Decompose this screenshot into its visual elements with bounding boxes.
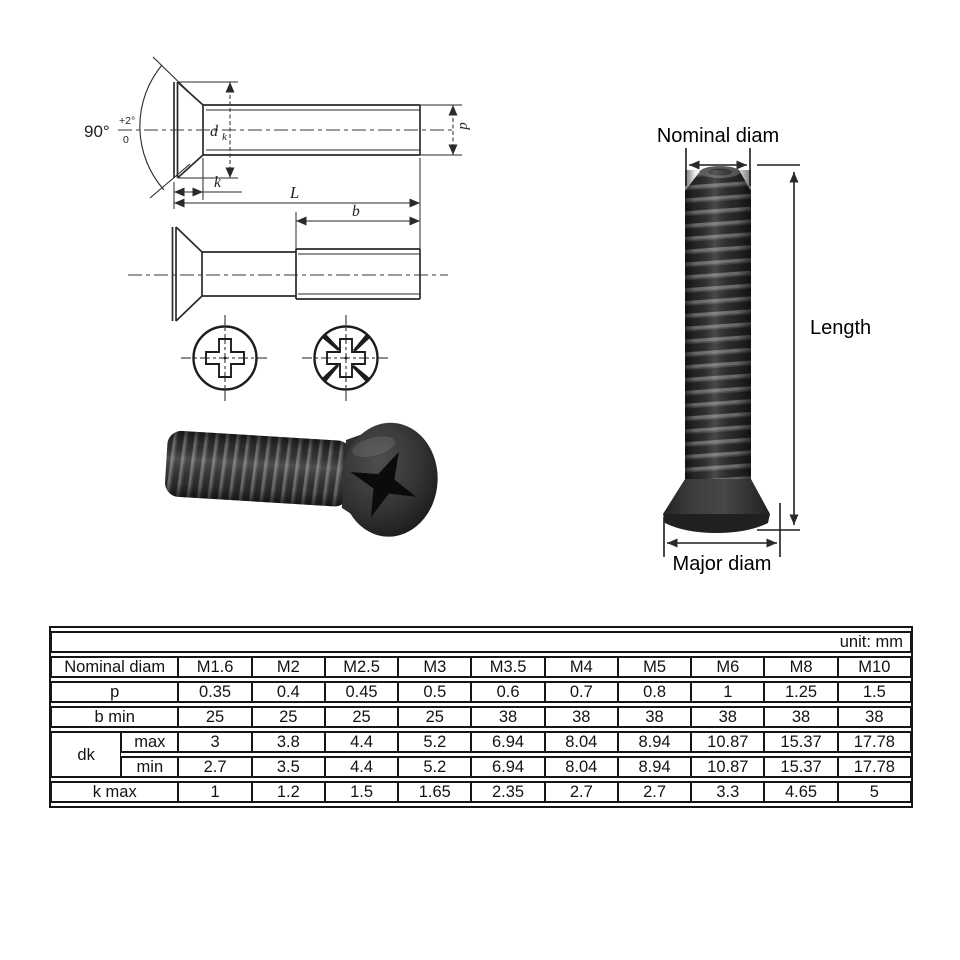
cell: 1 bbox=[178, 781, 251, 803]
cell: 0.6 bbox=[471, 681, 544, 703]
cell: 38 bbox=[471, 706, 544, 728]
cell: 1.5 bbox=[325, 781, 398, 803]
screw-countersunk-head bbox=[663, 479, 770, 514]
row-label: k max bbox=[51, 781, 178, 803]
size-header: M2.5 bbox=[325, 656, 398, 678]
size-header: M10 bbox=[838, 656, 911, 678]
cell: 3 bbox=[178, 731, 251, 753]
row-label-dk: dk bbox=[51, 731, 121, 778]
length-label: Length bbox=[810, 317, 872, 339]
row-label: p bbox=[51, 681, 178, 703]
cell: 38 bbox=[545, 706, 618, 728]
cell: 1.2 bbox=[252, 781, 325, 803]
size-header-row bbox=[51, 656, 911, 678]
cell: 2.7 bbox=[178, 756, 251, 778]
angle-label: 90° +2° 0 bbox=[84, 115, 136, 146]
cell: 15.37 bbox=[764, 731, 837, 753]
cell: 8.04 bbox=[545, 731, 618, 753]
unit-note: unit: mm bbox=[51, 631, 911, 653]
b-label: b bbox=[352, 203, 360, 220]
cell: 38 bbox=[618, 706, 691, 728]
cell: 3.3 bbox=[691, 781, 764, 803]
major-diam-label: Major diam bbox=[672, 553, 772, 575]
cell: 10.87 bbox=[691, 756, 764, 778]
size-header: M3 bbox=[398, 656, 471, 678]
cell: 5.2 bbox=[398, 731, 471, 753]
size-header: M3.5 bbox=[471, 656, 544, 678]
cell: 8.94 bbox=[618, 731, 691, 753]
row-dk-max bbox=[51, 731, 911, 753]
angle-dimension bbox=[140, 57, 190, 198]
cell: 0.45 bbox=[325, 681, 398, 703]
cell: 1.65 bbox=[398, 781, 471, 803]
cell: 6.94 bbox=[471, 756, 544, 778]
size-header: M4 bbox=[545, 656, 618, 678]
L-label: L bbox=[290, 183, 300, 202]
cell: 1 bbox=[691, 681, 764, 703]
cell: 38 bbox=[838, 706, 911, 728]
size-header: M1.6 bbox=[178, 656, 251, 678]
cell: 25 bbox=[178, 706, 251, 728]
sub-label: max bbox=[121, 731, 178, 753]
cell: 2.7 bbox=[545, 781, 618, 803]
cell: 5.2 bbox=[398, 756, 471, 778]
row-pitch bbox=[51, 681, 911, 703]
cell: 4.65 bbox=[764, 781, 837, 803]
cell: 15.37 bbox=[764, 756, 837, 778]
row-dk-min bbox=[51, 756, 911, 778]
row-label: b min bbox=[51, 706, 178, 728]
row-b-min bbox=[51, 706, 911, 728]
screw-photo-vertical bbox=[663, 166, 770, 533]
cell: 4.4 bbox=[325, 756, 398, 778]
cell: 2.7 bbox=[618, 781, 691, 803]
k-dimension bbox=[174, 158, 242, 209]
size-header: M2 bbox=[252, 656, 325, 678]
screw-photo-horizontal bbox=[163, 409, 441, 539]
cell: 17.78 bbox=[838, 731, 911, 753]
cell: 10.87 bbox=[691, 731, 764, 753]
screw-head-bottom bbox=[663, 514, 770, 533]
cell: 8.94 bbox=[618, 756, 691, 778]
k-label: k bbox=[214, 174, 221, 191]
cell: 0.4 bbox=[252, 681, 325, 703]
cell: 2.35 bbox=[471, 781, 544, 803]
nominal-diam-label: Nominal diam bbox=[656, 125, 780, 147]
cell: 3.8 bbox=[252, 731, 325, 753]
d-label: d bbox=[456, 122, 472, 130]
cell: 25 bbox=[325, 706, 398, 728]
cell: 25 bbox=[398, 706, 471, 728]
cell: 38 bbox=[691, 706, 764, 728]
cell: 5 bbox=[838, 781, 911, 803]
cell: 0.5 bbox=[398, 681, 471, 703]
cell: 17.78 bbox=[838, 756, 911, 778]
cell: 6.94 bbox=[471, 731, 544, 753]
spec-table bbox=[49, 626, 913, 808]
corner-label: Nominal diam bbox=[51, 656, 178, 678]
size-header: M5 bbox=[618, 656, 691, 678]
phillips-recess-view bbox=[181, 315, 269, 401]
cell: 25 bbox=[252, 706, 325, 728]
row-k-max bbox=[51, 781, 911, 803]
unit-row bbox=[51, 631, 911, 653]
cell: 38 bbox=[764, 706, 837, 728]
cell: 4.4 bbox=[325, 731, 398, 753]
size-header: M8 bbox=[764, 656, 837, 678]
size-header: M6 bbox=[691, 656, 764, 678]
pozidriv-recess-view bbox=[302, 315, 390, 401]
L-dimension bbox=[174, 158, 420, 250]
cell: 0.35 bbox=[178, 681, 251, 703]
cell: 1.25 bbox=[764, 681, 837, 703]
cell: 0.7 bbox=[545, 681, 618, 703]
cell: 0.8 bbox=[618, 681, 691, 703]
sub-label: min bbox=[121, 756, 178, 778]
cell: 3.5 bbox=[252, 756, 325, 778]
cell: 1.5 bbox=[838, 681, 911, 703]
cell: 8.04 bbox=[545, 756, 618, 778]
dk-label: d $_k$ bbox=[210, 123, 227, 143]
